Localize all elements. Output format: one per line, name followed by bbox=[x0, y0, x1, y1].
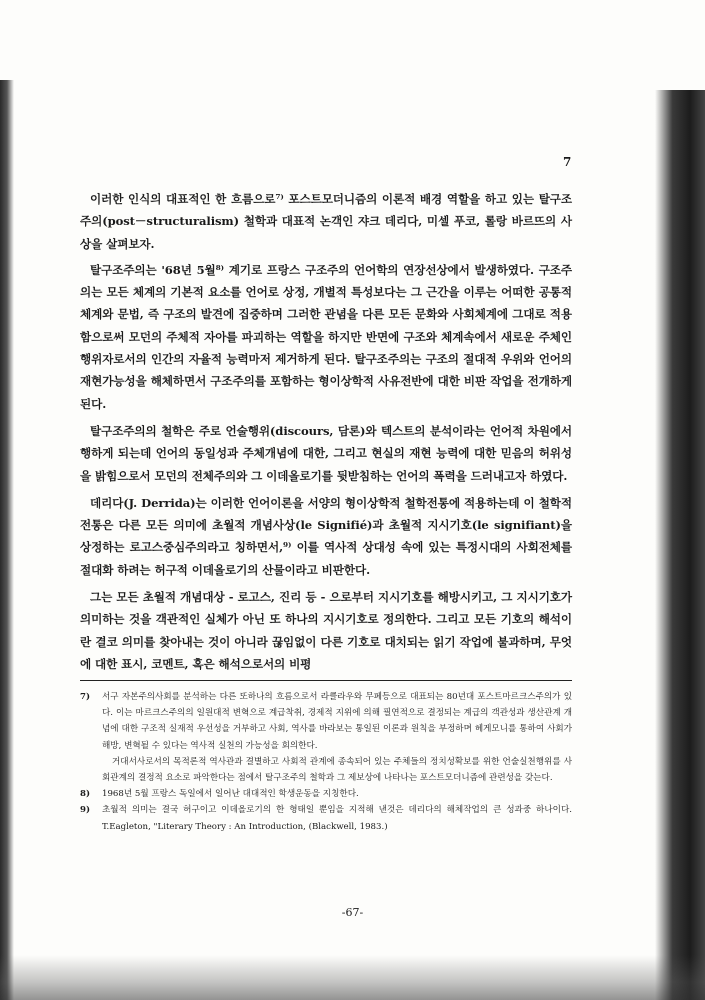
footnote-9 bbox=[80, 802, 572, 834]
footnote-divider bbox=[80, 680, 572, 681]
footnotes bbox=[80, 689, 572, 835]
footnote-number: 7) bbox=[80, 692, 91, 702]
body-text bbox=[80, 188, 572, 680]
footnote-text: 1968년 5월 프랑스 독일에서 일어난 대대적인 학생운동을 지칭한다. bbox=[102, 789, 359, 800]
paragraph-derrida: 데리다(J. Derrida)는 이러한 언어이론을 서양의 형이상학적 철학전통에 적용하는데 이 철학적 전통은 다른 모든 의미에 초월적 개념사상(le Signifié)과 초월적 지시기호(le signifiant)을 상정하는 로고스중심주의라고 칭하면서,⁹⁾ 이를 역사적 상대성 속에 있는 특정시대의 사회전체를 절대화 하려는 허구적 이데올로기의 산물이라고 비판한다. bbox=[80, 495, 572, 577]
footer-page-number: -67- bbox=[341, 906, 364, 919]
scan-edge-left bbox=[0, 80, 14, 1000]
header-page-number: 7 bbox=[563, 155, 572, 169]
footnote-number: 9) bbox=[80, 805, 91, 816]
footnote-7-continuation: 거대서사로서의 목적론적 역사관과 결별하고 사회적 관계에 종속되어 있는 주체들의 정치성확보를 위한 언술실천행위를 사회관계의 결정적 요소로 파악한다는 점에서 탈구조주의 철학과 그 제보상에 나타나는 포스트모더니즘에 관련성을 갖는다. bbox=[102, 756, 572, 784]
footnote-text: 초월적 의미는 결국 허구이고 이데올로기의 한 형태일 뿐임을 지적해 낸것은 데리다의 해체작업의 큰 성과중 하나이다. T.Eagleton, "Literary Theory : An Introduction, (Blackwell, 1983.) bbox=[102, 805, 572, 832]
footnote-text: 서구 자본주의사회를 분석하는 다른 또하나의 흐름으로서 라클라우와 무페등으로 대표되는 80년대 포스트마르크스주의가 있다. 이는 마르크스주의의 일원대적 변혁으로 계급착취, 경제적 지위에 의해 필연적으로 결정되는 계급의 객관성과 생산관계 개념에 대한 구조적 실재적 우선성을 거부하고 사회, 역사를 바라보는 통일된 이론과 원칙을 부정하며 헤게모니를 통하여 사회가 해방, 변혁될 수 있다는 역사적 실천의 가능성을 회의한다. bbox=[102, 692, 572, 751]
paragraph-poststructuralism: 탈구조주의는 '68년 5월⁸⁾ 계기로 프랑스 구조주의 언어학의 연장선상에서 발생하였다. 구조주의는 모든 체계의 기본적 요소를 언어로 상정, 개별적 특성보다는 그 근간을 이루는 어떠한 공통적 체계와 문법, 즉 구조의 발견에 집중하며 그러한 관념을 다른 모든 문화와 사회체계에 그대로 적용함으로써 모던의 주체적 자아를 파괴하는 역할을 하지만 반면에 구조와 체계속에서 새로운 주체인 행위자로서의 인간의 자율적 능력마저 제거하게 된다. 탈구조주의는 구조의 절대적 우위와 언어의 재현가능성을 해체하면서 구조주의를 포함하는 형이상학적 사유전반에 대한 비판 작업을 전개하게 된다. bbox=[80, 262, 572, 411]
paragraph-intro: 이러한 인식의 대표적인 한 흐름으로⁷⁾ 포스트모더니즘의 이론적 배경 역할을 하고 있는 탈구조주의(post－structuralism) 철학과 대표적 논객인 쟈크 데리다, 미셀 푸코, 롤랑 바르뜨의 사상을 살펴보자. bbox=[80, 192, 572, 251]
footnote-number: 8) bbox=[80, 789, 91, 800]
scan-edge-right bbox=[655, 90, 705, 1000]
paragraph-signifier: 그는 모든 초월적 개념대상 - 로고스, 진리 등 - 으로부터 지시기호를 해방시키고, 그 지시기호가 의미하는 것을 객관적인 실체가 아닌 또 하나의 지시기호로 정의한다. 그리고 모든 기호의 해석이란 결코 의미를 찾아내는 것이 아니라 끊임없이 다른 기호로 대치되는 읽기 작업에 불과하며, 무엇에 대한 표시, 코멘트, 혹은 해석으로서의 비평 bbox=[80, 590, 572, 671]
scan-edge-bottom bbox=[0, 955, 705, 1000]
footnote-8 bbox=[80, 786, 572, 802]
paragraph-discourse: 탈구조주의의 철학은 주로 언술행위(discours, 담론)와 텍스트의 분석이라는 언어적 차원에서 행하게 되는데 언어의 동일성과 주체개념에 대한, 그리고 현실의 재현 능력에 대한 믿음의 허위성을 밝힘으로서 모던의 전체주의와 그 이데올로기를 뒷받침하는 언어의 폭력을 드러내고자 하였다. bbox=[80, 423, 572, 483]
footnote-7 bbox=[80, 689, 572, 754]
